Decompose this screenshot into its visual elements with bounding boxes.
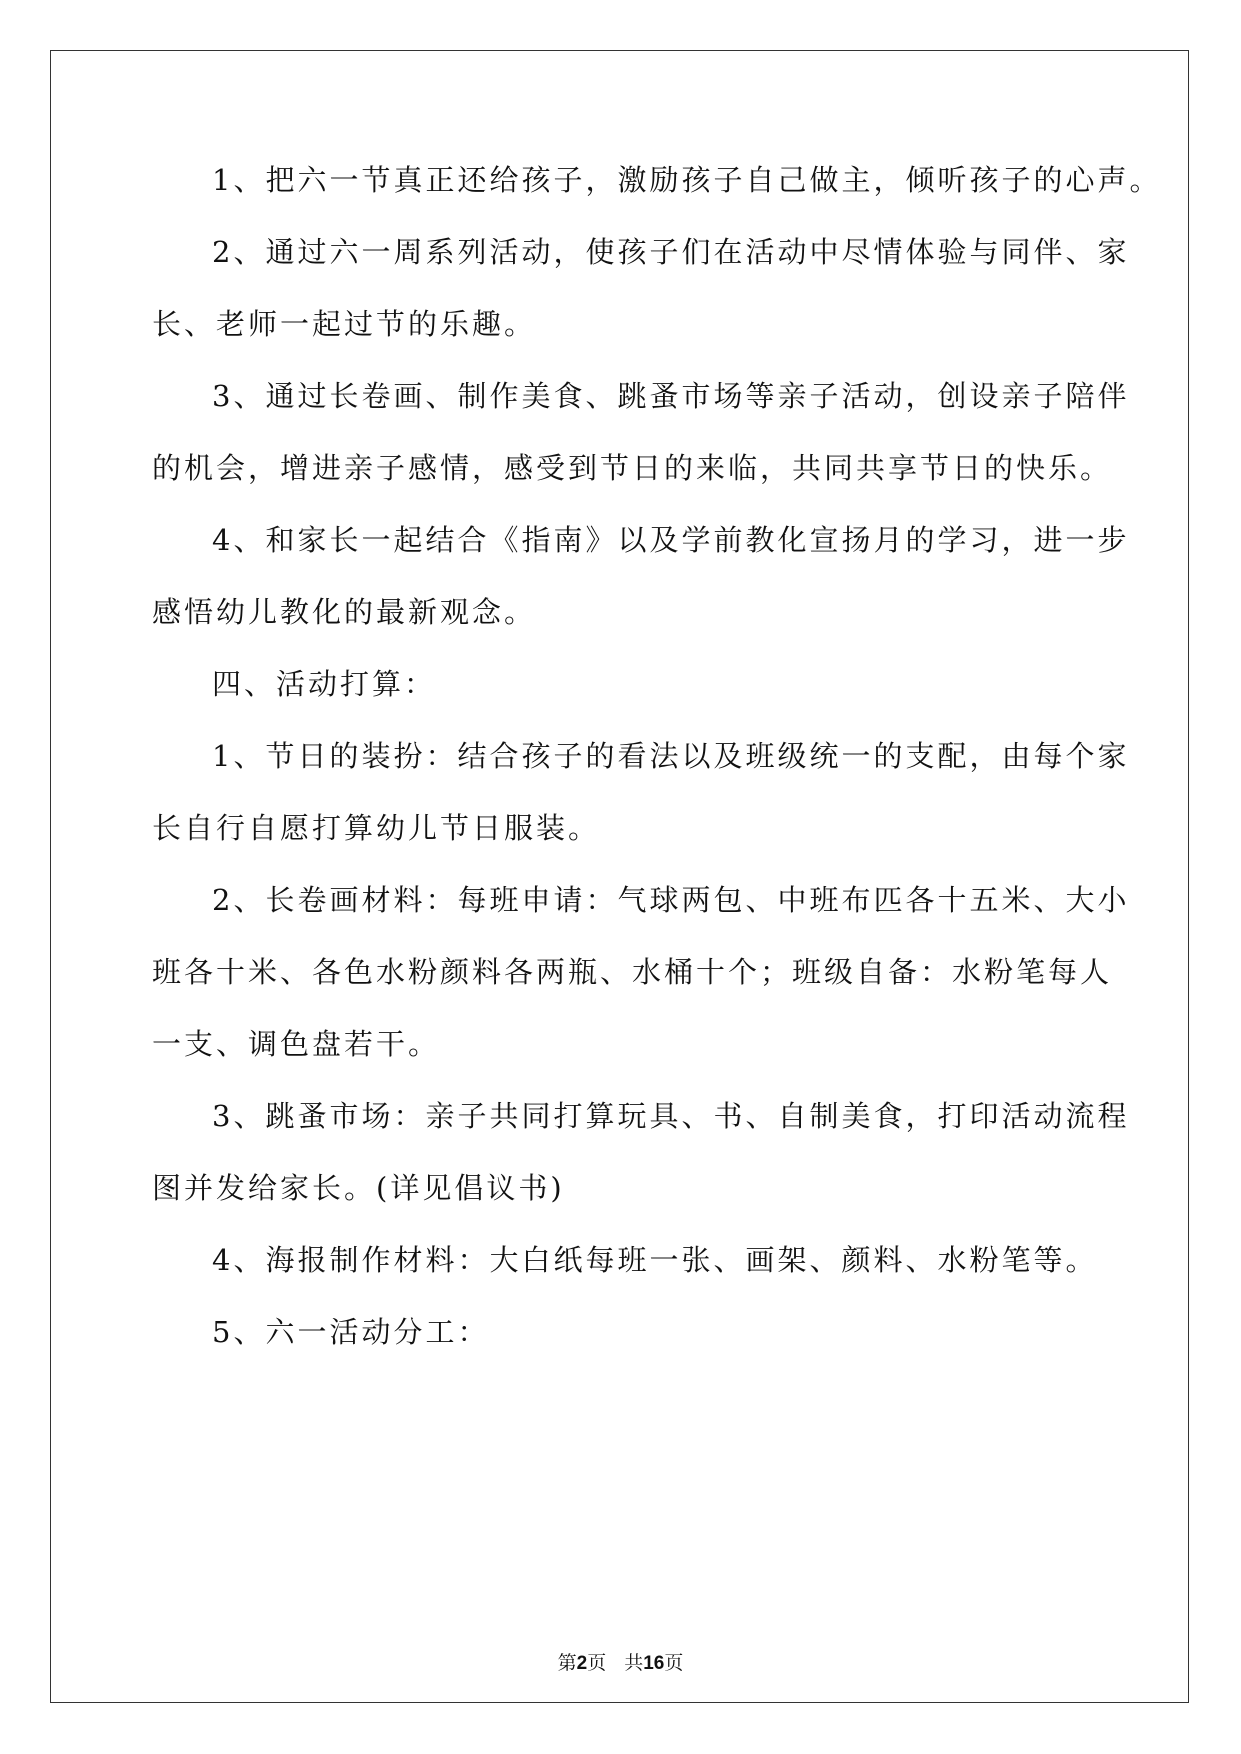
page-total: 16 <box>643 1653 665 1674</box>
total-prefix: 共 <box>624 1652 644 1674</box>
paragraph-goal-3-line-1: 3、通过长卷画、制作美食、跳蚤市场等亲子活动，创设亲子陪伴 <box>212 379 1130 413</box>
paragraph-prep-5: 5、六一活动分工： <box>212 1315 490 1349</box>
paragraph-prep-2-line-2: 班各十米、各色水粉颜料各两瓶、水桶十个；班级自备：水粉笔每人 <box>152 955 1113 989</box>
paragraph-goal-1: 1、把六一节真正还给孩子，激励孩子自己做主，倾听孩子的心声。 <box>212 163 1162 197</box>
paragraph-goal-2-line-1: 2、通过六一周系列活动，使孩子们在活动中尽情体验与同伴、家 <box>212 235 1130 269</box>
page-prefix: 第 <box>557 1652 577 1674</box>
paragraph-goal-3-line-2: 的机会，增进亲子感情，感受到节日的来临，共同共享节日的快乐。 <box>152 451 1113 485</box>
paragraph-goal-4-line-1: 4、和家长一起结合《指南》以及学前教化宣扬月的学习，进一步 <box>212 523 1130 557</box>
paragraph-prep-2-line-3: 一支、调色盘若干。 <box>152 1027 441 1061</box>
section-heading: 四、活动打算： <box>212 667 437 701</box>
paragraph-prep-2-line-1: 2、长卷画材料：每班申请：气球两包、中班布匹各十五米、大小 <box>212 883 1130 917</box>
page-suffix: 页 <box>587 1652 607 1674</box>
paragraph-goal-2-line-2: 长、老师一起过节的乐趣。 <box>152 307 537 341</box>
page-footer <box>0 1650 1241 1677</box>
page-border <box>50 50 1189 1703</box>
paragraph-prep-1-line-1: 1、节日的装扮：结合孩子的看法以及班级统一的支配，由每个家 <box>212 739 1130 773</box>
paragraph-goal-4-line-2: 感悟幼儿教化的最新观念。 <box>152 595 537 629</box>
total-suffix: 页 <box>664 1652 684 1674</box>
paragraph-prep-3-line-1: 3、跳蚤市场：亲子共同打算玩具、书、自制美食，打印活动流程 <box>212 1099 1130 1133</box>
paragraph-prep-4: 4、海报制作材料：大白纸每班一张、画架、颜料、水粉笔等。 <box>212 1243 1098 1277</box>
paragraph-prep-3-line-2: 图并发给家长。(详见倡议书) <box>152 1171 565 1205</box>
page-current: 2 <box>576 1653 588 1674</box>
paragraph-prep-1-line-2: 长自行自愿打算幼儿节日服装。 <box>152 811 601 845</box>
